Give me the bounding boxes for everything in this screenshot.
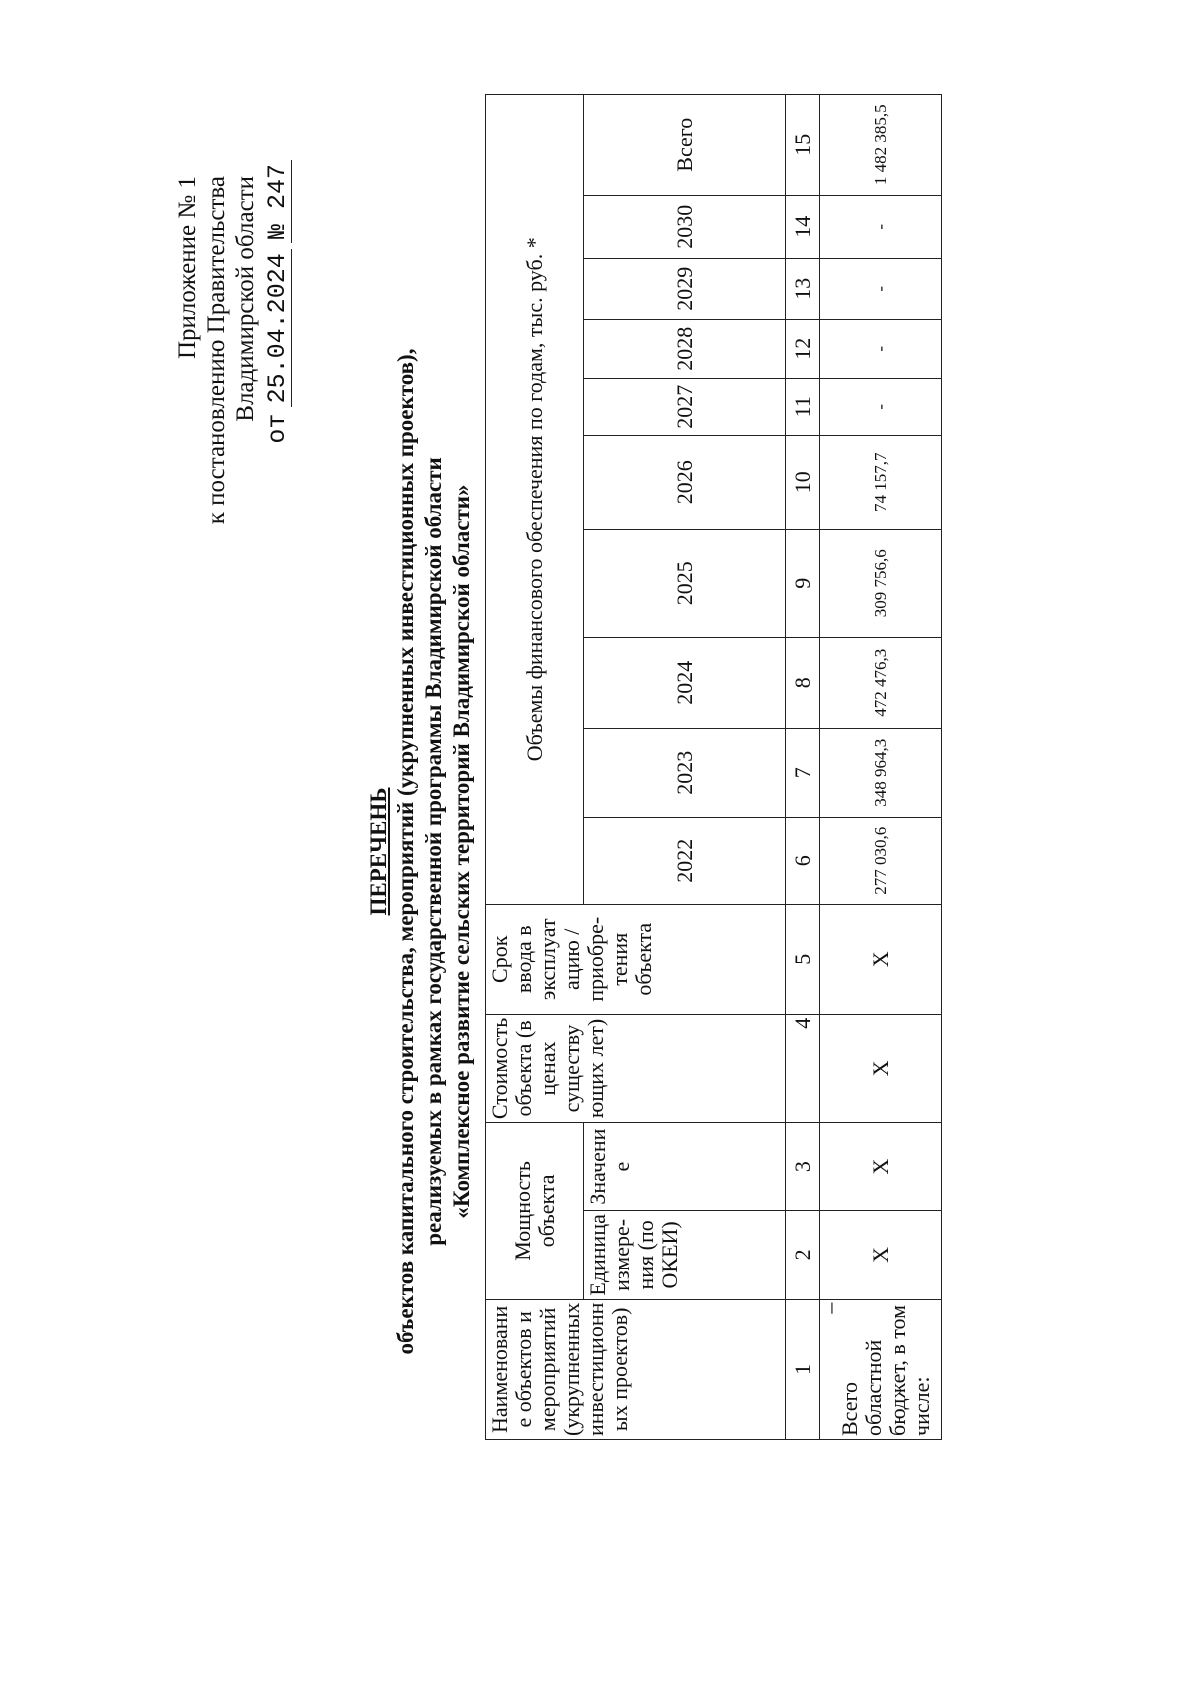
column-number: 8 (786, 637, 820, 728)
title-line-3: «Комплексное развитие сельских территорий Владимирской области» (449, 484, 474, 1219)
appendix-number: 247 (263, 164, 292, 210)
row-year-value: - (820, 319, 942, 378)
appendix-date-line (262, 160, 292, 444)
header-total: Всего (584, 94, 786, 195)
header-year: 2024 (584, 637, 786, 728)
column-number: 2 (786, 1211, 820, 1300)
row-year-value: - (820, 258, 942, 319)
row-year-value: - (820, 195, 942, 258)
header-year: 2027 (584, 378, 786, 435)
table-row (820, 94, 942, 1439)
header-year: 2029 (584, 258, 786, 319)
title-line-2: реализуемых в рамках государственной программы Владимирской области (421, 457, 446, 1246)
appendix-number-group (265, 160, 292, 243)
row-dash: – (817, 1302, 842, 1314)
row-year-value: 74 157,7 (820, 435, 942, 529)
row-year-value: 309 756,6 (820, 529, 942, 637)
row-name: Всего областной бюджет, в том числе: (837, 1304, 934, 1436)
row-year-value: 472 476,3 (820, 637, 942, 728)
row-unit: Х (820, 1211, 942, 1300)
header-capacity: Мощность объекта (486, 1123, 584, 1300)
header-value: Значени е (584, 1123, 786, 1211)
row-total: 1 482 385,5 (820, 94, 942, 195)
header-year: 2023 (584, 728, 786, 817)
document-title: ПЕРЕЧЕНЬ (366, 787, 391, 916)
column-number: 1 (786, 1299, 820, 1439)
header-cost: Стоимость объекта (в ценах существу ющих лет) (486, 1014, 786, 1122)
header-name: Наименовани е объектов и мероприятий (укрупненных инвестиционн ых проектов) (486, 1299, 786, 1439)
column-number: 11 (786, 378, 820, 435)
header-year: 2026 (584, 435, 786, 529)
row-value: Х (820, 1123, 942, 1211)
row-cost: Х (820, 1014, 942, 1122)
title-line-1: объектов капитального строительства, мероприятий (укрупненных инвестиционных проектов), (393, 348, 418, 1355)
column-number: 15 (786, 94, 820, 195)
appendix-line-3: Владимирской области (232, 176, 259, 422)
number-prefix: № (263, 224, 292, 240)
appendix-line-1: Приложение № 1 (174, 176, 201, 360)
row-year-value: 348 964,3 (820, 728, 942, 817)
date-prefix: от (263, 413, 292, 444)
header-year: 2022 (584, 817, 786, 904)
column-number: 9 (786, 529, 820, 637)
column-number: 12 (786, 319, 820, 378)
appendix-line-2: к постановлению Правительства (203, 176, 230, 525)
projects-table (485, 94, 942, 1440)
header-term: Срок ввода в эксплуат ацию / приобре- тения объекта (486, 904, 786, 1014)
column-number: 10 (786, 435, 820, 529)
column-number: 13 (786, 258, 820, 319)
column-number: 7 (786, 728, 820, 817)
header-unit: Единица измере- ния (по ОКЕИ) (584, 1211, 786, 1300)
header-year: 2030 (584, 195, 786, 258)
header-funding: Объемы финансового обеспечения по годам, тыс. руб. * (486, 94, 584, 904)
row-year-value: - (820, 378, 942, 435)
appendix-date: 25.04.2024 (265, 249, 292, 407)
row-term: Х (820, 904, 942, 1014)
row-year-value: 277 030,6 (820, 817, 942, 904)
row-name-cell (817, 1299, 942, 1439)
column-number: 4 (786, 1014, 820, 1122)
column-number: 14 (786, 195, 820, 258)
header-year: 2025 (584, 529, 786, 637)
header-year: 2028 (584, 319, 786, 378)
column-number: 3 (786, 1123, 820, 1211)
column-number: 6 (786, 817, 820, 904)
column-number: 5 (786, 904, 820, 1014)
column-number-row (786, 94, 820, 1439)
